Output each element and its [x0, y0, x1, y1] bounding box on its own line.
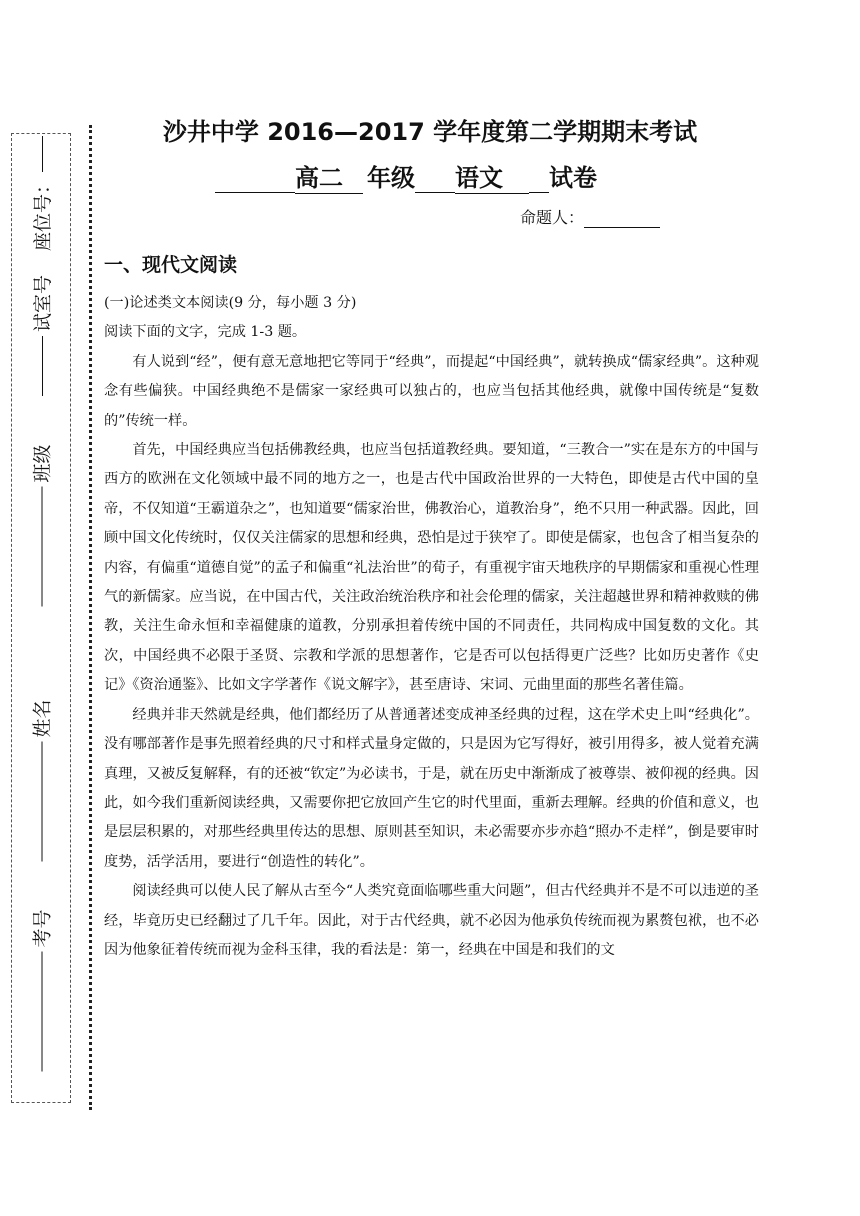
grade-suffix: 年级	[367, 164, 415, 192]
author-blank[interactable]	[584, 213, 660, 228]
name-blank[interactable]	[40, 741, 42, 861]
class-field	[11, 420, 71, 630]
paragraph-2: 首先，中国经典应当包括佛教经典，也应当包括道教经典。要知道，“三教合一”实在是东方的中国与西方的欧洲在文化领域中最不同的地方之一，也是古代中国政治世界的一大特色，即使是古代中国的皇帝，不仅知道“王霸道杂之”，也知道要“儒家治世，佛教治心，道教治身”，绝不只用一种武器。因此，回顾中国文化传统时，仅仅关注儒家的思想和经典，恐怕是过于狭窄了。即使是儒家，也包含了相当复杂的内容，有偏重“道德自觉”的孟子和偏重“礼法治世”的荀子，有重视宇宙天地秩序的早期儒家和重视心性理气的新儒家。应当说，在中国古代，关注政治统治秩序和社会伦理的儒家，关注超越世界和精神救赎的佛教，关注生命永恒和幸福健康的道教，分别承担着传统中国的不同责任，共同构成中国复数的文化。其次，中国经典不必限于圣贤、宗教和学派的思想著作，它是否可以包括得更广泛些？比如历史著作《史记》《资治通鉴》、比如文字学著作《说文解字》，甚至唐诗、宋词、元曲里面的那些名著佳篇。	[104, 442, 759, 694]
subject-blank-left	[415, 164, 455, 193]
exam-title: 沙井中学 2016—2017 学年度第二学期期末考试	[162, 118, 698, 146]
grade-value: 高二	[295, 158, 363, 194]
exam-no-label: 考号	[31, 908, 54, 948]
name-field	[11, 680, 71, 880]
instruction: 阅读下面的文字，完成 1-3 题。	[104, 324, 307, 341]
room-blank[interactable]	[40, 336, 42, 396]
reading-passage	[104, 289, 759, 965]
sub-heading: (一)论述类文本阅读(9 分，每小题 3 分)	[104, 295, 357, 311]
paragraph-3: 经典并非天然就是经典，他们都经历了从普通著述变成神圣经典的过程，这在学术史上叫“经典化”。没有哪部著作是事先照着经典的尺寸和样式量身定做的，只是因为它写得好，被引用得多，被人觉着充满真理，又被反复解释，有的还被“钦定”为必读书，于是，就在历史中渐渐成了被尊崇、被仰视的经典。因此，如今我们重新阅读经典，又需要你把它放回产生它的时代里面，重新去理解。经典的价值和意义，也是层层积累的，对那些经典里传达的思想、原则甚至知识，未必需要亦步亦趋“照办不走样”，倒是要审时度势，活学活用，要进行“创造性的转化”。	[104, 706, 759, 870]
paragraph-1: 有人说到“经”，便有意无意地把它等同于“经典”，而提起“中国经典”，就转换成“儒家经典”。这种观念有些偏狭。中国经典绝不是儒家一家经典可以独占的，也应当包括其他经典，就像中国传统是“复数的”传统一样。	[104, 353, 759, 429]
exam-no-blank[interactable]	[40, 951, 42, 1071]
paper-label: 试卷	[549, 164, 597, 192]
grade-subject-line	[215, 158, 597, 194]
fold-dotted-line	[89, 125, 92, 1110]
paragraph-4: 阅读经典可以使人民了解从古至今“人类究竟面临哪些重大问题”，但古代经典并不是不可以违逆的圣经，毕竟历史已经翻过了几千年。因此，对于古代经典，就不必因为他承负传统而视为累赘包袱，也不必因为他象征着传统而视为金科玉律，我的看法是：第一，经典在中国是和我们的文	[104, 883, 759, 958]
room-label: 试室号	[31, 274, 54, 332]
class-blank[interactable]	[40, 486, 42, 606]
author-label: 命题人：	[520, 208, 585, 227]
seat-label: 座位号：	[31, 174, 54, 251]
class-label: 班级	[31, 443, 54, 483]
seat-field	[11, 133, 71, 253]
name-label: 姓名	[31, 698, 54, 738]
section-heading: 一、现代文阅读	[104, 254, 238, 276]
subject-blank-right	[529, 164, 549, 193]
subject-value: 语文	[455, 158, 529, 194]
exam-no-field	[11, 900, 71, 1080]
author-line	[520, 205, 660, 228]
room-field	[11, 255, 71, 415]
grade-blank-left	[215, 164, 295, 193]
